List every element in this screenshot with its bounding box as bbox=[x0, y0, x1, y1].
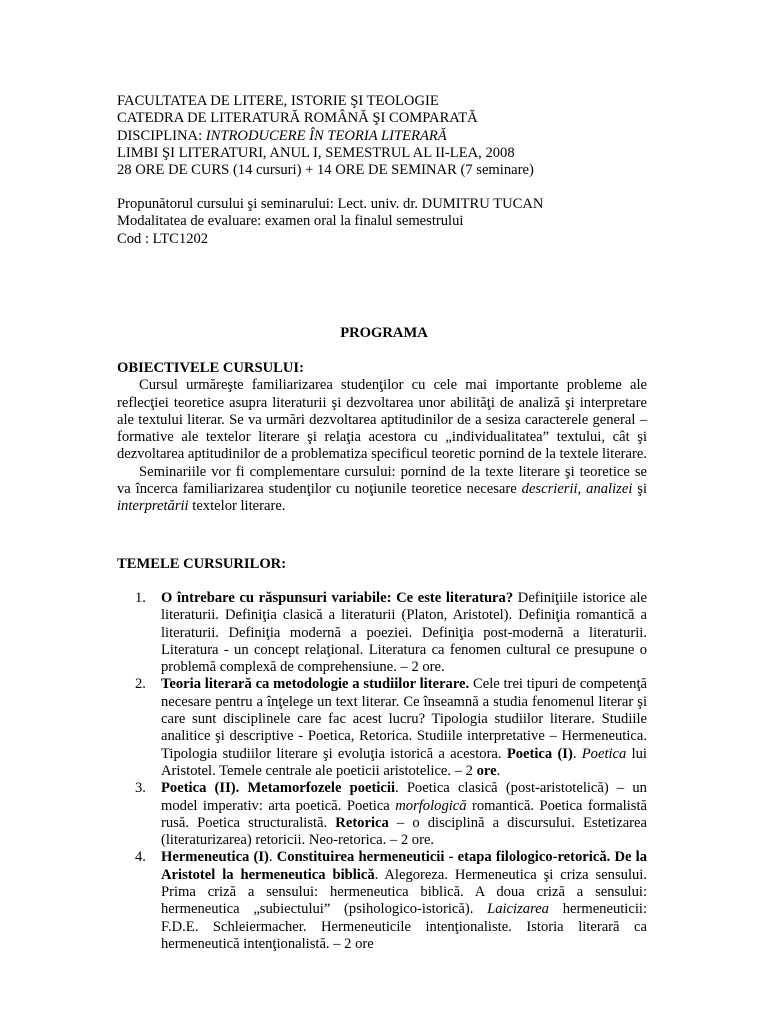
item-number: 2. bbox=[135, 676, 146, 693]
objectives-section bbox=[117, 360, 647, 516]
code-line: Cod : LTC1202 bbox=[117, 230, 209, 247]
evaluation-line: Modalitatea de evaluare: examen oral la finalul semestrului bbox=[117, 213, 464, 230]
hours-line: 28 ORE DE CURS (14 cursuri) + 14 ORE DE SEMINAR (7 seminare) bbox=[117, 162, 534, 179]
proponent-line: Propunătorul cursului şi seminarului: Lect. univ. dr. DUMITRU TUCAN bbox=[117, 196, 544, 212]
topics-heading: TEMELE CURSURILOR: bbox=[117, 556, 287, 572]
list-item: 2. Teoria literară ca metodologie a studiilor literare. Cele trei tipuri de competenţă necesare pentru a înţelege un text literar. Ce înseamnă a studia fenomenul literar şi care sunt disciplinele care fac acest lucru? Tipologia studiilor literare. Studiile analitice şi descriptive - Poetica, Retorica. Studiile interpretative – Hermeneutica. Tipologia studiilor literare şi evoluţia istorică a acestora. Poetica (I). Poetica lui Aristotel. Temele centrale ale poeticii aristotelice. – 2 ore. bbox=[135, 676, 647, 779]
discipline-line bbox=[117, 128, 647, 145]
objectives-paragraph-1: Cursul urmăreşte familiarizarea studenţilor cu cele mai importante probleme ale reflecţiei teoretice asupra literaturii şi dezvoltarea unor abilităţi de analiză şi interpretare ale textului literar. Se va urmări dezvoltarea aptitudinilor de a sesiza caracterele general – formative ale textelor literare şi relaţia acestora cu „individualitatea” textului, cât şi dezvoltarea aptitudinilor de a problematiza specificul teoretic pornind de la textele literare. bbox=[117, 377, 647, 463]
list-item: 1. O întrebare cu răspunsuri variabile: Ce este literatura? Definiţiile istorice ale literaturii. Definiţia clasică a literaturii (Platon, Aristotel). Definiţia romantică a literaturii. Definiţia modernă a poeziei. Definiţia post-modernă a literaturii. Literatura - un concept relaţional. Literatura ca fenomen cultural ce presupune o problemă complexă de comprehensiune. – 2 ore. bbox=[135, 590, 647, 676]
list-item: 3. Poetica (II). Metamorfozele poeticii. Poetica clasică (post-aristotelică) – un model imperativ: arta poetică. Poetica morfologică romantică. Poetica formalistă rusă. Poetica structuralistă. Retorica – o disciplină a discursului. Estetizarea (literaturizarea) retoricii. Neo-retorica. – 2 ore. bbox=[135, 780, 648, 849]
page-title: PROGRAMA bbox=[340, 325, 428, 341]
objectives-heading: OBIECTIVELE CURSULUI: bbox=[117, 360, 304, 376]
faculty-line: FACULTATEA DE LITERE, ISTORIE ŞI TEOLOGIE bbox=[117, 93, 439, 109]
program-line: LIMBI ŞI LITERATURI, ANUL I, SEMESTRUL AL II-LEA, 2008 bbox=[117, 144, 515, 161]
course-meta bbox=[117, 196, 647, 248]
discipline-name: INTRODUCERE ÎN TEORIA LITERARĂ bbox=[205, 127, 447, 144]
department-line: CATEDRA DE LITERATURĂ ROMÂNĂ ŞI COMPARATĂ bbox=[117, 110, 478, 127]
list-item: 4. Hermeneutica (I). Constituirea hermeneuticii - etapa filologico-retorică. De la Aristotel la hermeneutica biblică. Alegoreza. Hermeneutica şi criza sensului. Prima criză a sensului: hermeneutica biblică. A doua criză a sensului: hermeneutica „subiectului” (psihologico-istorică). Laicizarea hermeneuticii: F.D.E. Schleiermacher. Hermeneuticile intenţionaliste. Istoria literară ca hermeneutică intenţionalistă. – 2 ore bbox=[135, 849, 648, 952]
document-header bbox=[117, 93, 647, 179]
item-number: 3. bbox=[135, 780, 146, 797]
item-number: 4. bbox=[135, 849, 146, 866]
item-number: 1. bbox=[135, 590, 146, 606]
discipline-label: DISCIPLINA: bbox=[117, 127, 206, 144]
topics-list bbox=[117, 590, 647, 953]
objectives-paragraph-2: Seminariile vor fi complementare cursului: pornind de la texte literare şi teoretice se va încerca familiarizarea studenţilor cu noţiunile teoretice necesare descrierii, analizei şi interpretării textelor literare. bbox=[117, 463, 648, 515]
